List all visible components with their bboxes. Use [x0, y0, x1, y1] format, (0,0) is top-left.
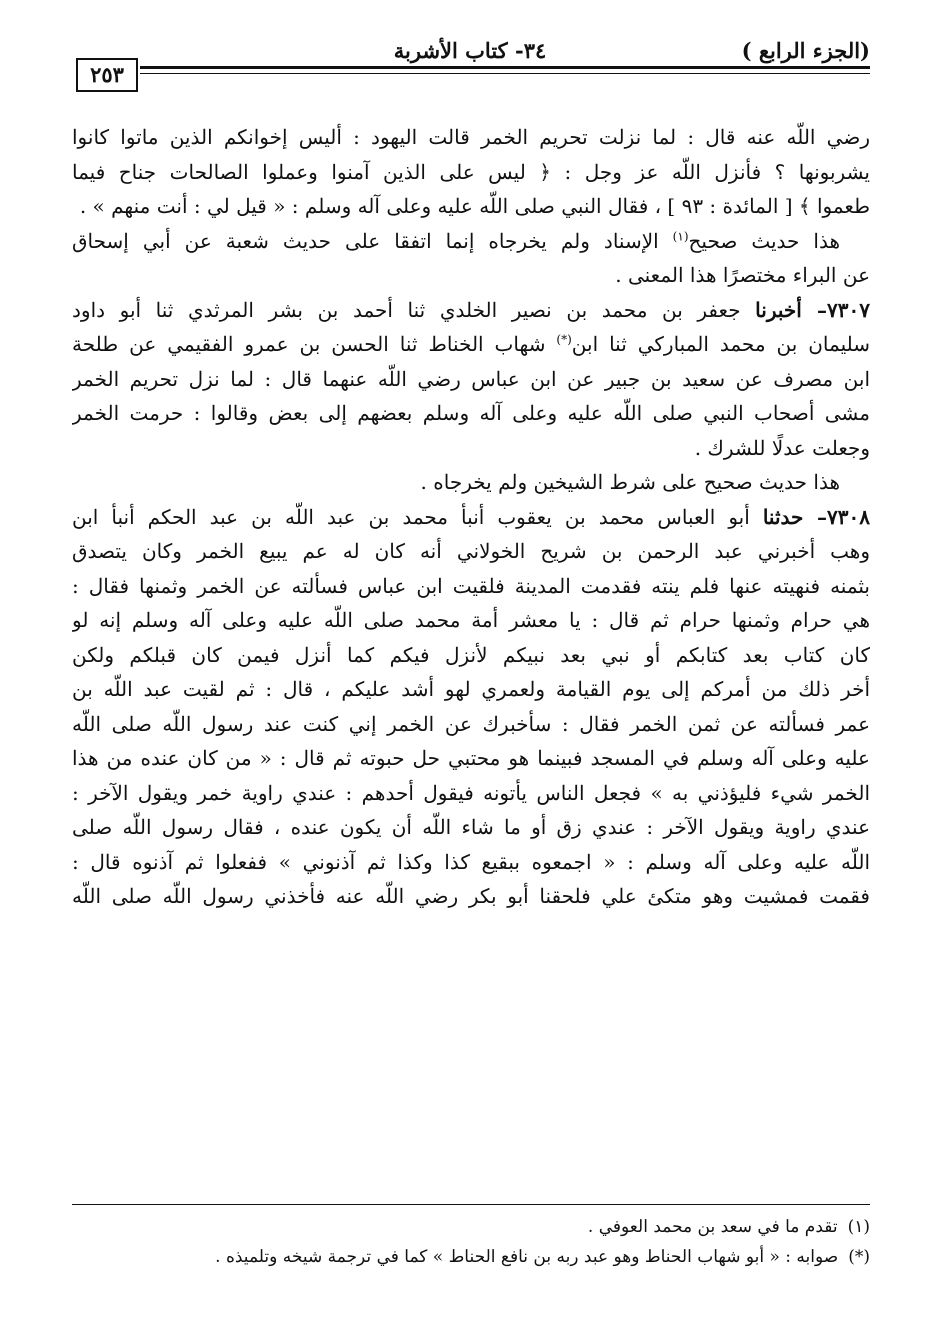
footnote-1-text: تقدم ما في سعد بن محمد العوفي .: [587, 1217, 838, 1237]
footnote-1: [72, 1212, 870, 1242]
text-line-4-post: الإسناد ولم يخرجاه إنما اتفقا على حديث شعبة عن أبي إسحاق: [72, 228, 673, 253]
text-line-16: كان كتاب بعد كتابكم أو نبي بعد نبيكم لأنزل فيكم كما أنزل فيمن كان قبلكم ولكن: [72, 642, 870, 667]
text-line-18: عمر فسألته عن ثمن الخمر فقال : سأخبرك عن الخمر إني كنت عند رسول اللّه صلى اللّه: [72, 711, 870, 736]
footnote-2-mark: (*): [848, 1247, 870, 1267]
text-line-17: أخر ذلك من أمركم إلى يوم القيامة ولعمري لهو أشد عليكم ، قال : ثم لقيت عبد اللّه بن: [72, 677, 870, 701]
page-number: ٢٥٣: [76, 58, 138, 92]
footnote-2: [72, 1242, 870, 1272]
footnote-1-mark: (١): [847, 1217, 870, 1237]
footnote-2-text: صوابه : « أبو شهاب الحناط وهو عبد ربه بن نافع الحناط » كما في ترجمة شيخه وتلميذه .: [215, 1247, 839, 1267]
text-line-20: الخمر شيء فليؤذني به » فجعل الناس يأتونه فيقول أحدهم : عندي راوية خمر ويقول الآخر :: [72, 780, 870, 805]
text-line-11: هذا حديث صحيح على شرط الشيخين ولم يخرجاه .: [420, 470, 840, 494]
text-line-1: رضي اللّه عنه قال : لما نزلت تحريم الخمر قالت اليهود : أليس إخوانكم الذين ماتوا كانوا: [72, 125, 870, 149]
text-line-3: طعموا ﴾ [ المائدة : ٩٣ ] ، فقال النبي صلى اللّه عليه وعلى آله وسلم : « قيل لي : أنت منهم » .: [79, 194, 870, 218]
header-rule-thin: [140, 73, 870, 74]
footnotes: [72, 1212, 870, 1272]
text-line-12-post: أبو العباس محمد بن يعقوب أنبأ محمد بن عبد اللّه بن عبد الحكم أنبأ ابن: [72, 504, 763, 529]
text-line-4-pre: هذا حديث صحيح: [688, 228, 840, 253]
footnote-ref-1: (١): [672, 228, 689, 243]
narration-keyword: أخبرنا: [755, 297, 802, 322]
volume-label: (الجزء الرابع ): [741, 38, 870, 63]
text-line-14: بثمنه فنهيته عنها فلم ينته فقدمت المدينة فلقيت ابن عباس فسألته عن الخمر وثمنها فقال :: [72, 573, 870, 598]
text-line-13: وهب أخبرني عبد الرحمن بن شريح الخولاني أنه كان له عم يبيع الخمر وكان يتصدق: [72, 539, 870, 563]
text-line-6: [72, 293, 870, 328]
text-line-9: مشى أصحاب النبي صلى اللّه عليه وعلى آله وسلم بعضهم إلى بعض وقالوا : حرمت الخمر: [72, 401, 870, 425]
text-line-10: وجعلت عدلًا للشرك .: [694, 435, 870, 460]
chapter-title: ٣٤- كتاب الأشربة: [393, 38, 547, 63]
text-line-12: [72, 500, 870, 535]
text-line-6-post: جعفر بن محمد بن نصير الخلدي ثنا أحمد بن بشر المرثدي ثنا أبو داود: [72, 297, 756, 322]
footnote-ref-star: (*): [556, 332, 572, 347]
text-line-7-pre: سليمان بن محمد المباركي ثنا ابن: [571, 332, 870, 356]
text-line-4: [72, 224, 870, 259]
text-line-7-post: شهاب الخناط ثنا الحسن بن عمرو الفقيمي عن طلحة: [72, 332, 557, 356]
footnote-separator: [72, 1204, 870, 1205]
text-line-8: ابن مصرف عن سعيد بن جبير عن ابن عباس رضي اللّه عنهما قال : لما نزل تحريم الخمر: [72, 366, 870, 391]
hadith-number-7308: ٧٣٠٨–: [803, 504, 870, 529]
text-line-15: هي حرام وثمنها حرام ثم قال : يا معشر أمة محمد صلى اللّه عليه وعلى آله وسلم إنه لو: [72, 608, 870, 632]
hadith-number-7307: ٧٣٠٧–: [801, 297, 870, 322]
text-line-2: يشربونها ؟ فأنزل اللّه عز وجل : ﴿ ليس على الذين آمنوا وعملوا الصالحات جناح فيما: [72, 159, 870, 184]
main-text: [72, 120, 870, 914]
text-line-21: عندي راوية ويقول الآخر : عندي زق أو ما شاء اللّه أن يكون عنده ، فقال رسول اللّه صلى: [72, 815, 870, 839]
text-line-23: فقمت فمشيت وهو متكئ علي فلحقنا أبو بكر رضي اللّه عنه فأخذني رسول اللّه صلى اللّه: [72, 884, 870, 908]
text-line-22: اللّه عليه وعلى آله وسلم : « اجمعوه ببقيع كذا وكذا ثم آذنوني » ففعلوا ثم آذنوه قال :: [72, 849, 870, 874]
header-rule-thick: [140, 66, 870, 69]
text-line-19: عليه وعلى آله وسلم في المسجد فبينما هو محتبي حل حبوته ثم قال : « من كان عنده من هذا: [72, 746, 870, 770]
text-line-7: [72, 327, 870, 362]
running-header: [70, 34, 870, 64]
narration-keyword: حدثنا: [762, 504, 804, 529]
text-line-5: عن البراء مختصرًا هذا المعنى .: [615, 263, 870, 287]
